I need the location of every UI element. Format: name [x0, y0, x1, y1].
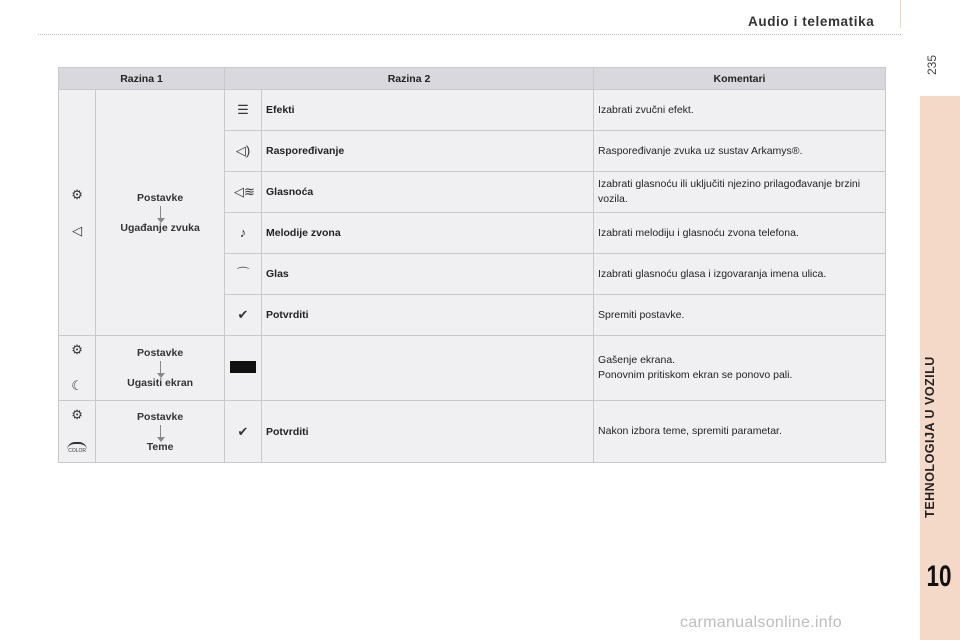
- arrow-down-icon: [160, 425, 161, 439]
- row-icon-cell: [225, 336, 262, 401]
- comment-text: [594, 336, 886, 401]
- row-icon-cell: [225, 295, 262, 336]
- group2-level1: [96, 336, 225, 401]
- group3-level1: [96, 401, 225, 463]
- level2-name: Potvrditi: [262, 401, 594, 463]
- table-row: [59, 401, 886, 463]
- chapter-number: 10: [926, 560, 952, 593]
- comment-text: Izabrati melodiju i glasnoću zvona telefona.: [594, 213, 886, 254]
- row-icon-cell: [225, 401, 262, 463]
- voice-icon: ⌒: [236, 266, 250, 281]
- level1-title: Postavke: [137, 191, 184, 204]
- level2-name: Raspoređivanje: [262, 131, 594, 172]
- header-accent: [900, 0, 901, 28]
- col-header-level1: Razina 1: [59, 68, 225, 90]
- settings-icon: ⚙: [71, 342, 83, 357]
- comment-line: Gašenje ekrana.: [598, 354, 676, 366]
- comment-text: Izabrati zvučni efekt.: [594, 90, 886, 131]
- sliders-icon: ☰: [237, 102, 249, 117]
- settings-icon: ⚙: [71, 406, 83, 422]
- comment-text: Spremiti postavke.: [594, 295, 886, 336]
- chapter-label: TEHNOLOGIJA U VOZILU: [923, 356, 937, 518]
- screen-off-icon: [230, 361, 256, 373]
- arrow-down-icon: [160, 361, 161, 375]
- level1-subtitle: Ugasiti ekran: [127, 377, 194, 389]
- level2-name: Glas: [262, 254, 594, 295]
- color-icon: COLOR: [67, 442, 87, 458]
- group2-icons: [59, 336, 96, 401]
- level1-subtitle: Teme: [146, 440, 174, 453]
- level1-title: Postavke: [137, 347, 184, 359]
- table-row: [59, 90, 886, 131]
- row-icon-cell: [225, 172, 262, 213]
- header-divider: [38, 34, 901, 35]
- volume-speed-icon: ◁≋: [234, 184, 255, 199]
- ringtone-icon: ♪: [239, 225, 247, 240]
- group3-icons: [59, 401, 96, 463]
- settings-icon: ⚙: [71, 186, 83, 202]
- comment-text: Izabrati glasnoću ili uključiti njezino prilagođavanje brzini vozila.: [594, 172, 886, 213]
- settings-table: [58, 67, 886, 463]
- row-icon-cell: [225, 213, 262, 254]
- table-row: [59, 336, 886, 401]
- page-header-title: Audio i telematika: [748, 14, 875, 29]
- level2-name: [262, 336, 594, 401]
- page-number: 235: [925, 54, 939, 76]
- level1-subtitle: Ugađanje zvuka: [120, 221, 200, 234]
- speaker-icon: ◁: [72, 222, 83, 238]
- col-header-comments: Komentari: [594, 68, 886, 90]
- comment-text: Izabrati glasnoću glasa i izgovaranja imena ulica.: [594, 254, 886, 295]
- moon-icon: ☾: [71, 378, 83, 393]
- row-icon-cell: [225, 131, 262, 172]
- row-icon-cell: [225, 254, 262, 295]
- row-icon-cell: [225, 90, 262, 131]
- group1-level1: [96, 90, 225, 336]
- check-icon: ✔: [237, 307, 249, 322]
- level1-title: Postavke: [137, 410, 184, 423]
- col-header-level2: Razina 2: [225, 68, 594, 90]
- check-icon: ✔: [237, 423, 249, 439]
- arrow-down-icon: [160, 206, 161, 220]
- level2-name: Efekti: [262, 90, 594, 131]
- group1-icons: [59, 90, 96, 336]
- comment-text: Nakon izbora teme, spremiti parametar.: [594, 401, 886, 463]
- watermark: carmanualsonline.info: [680, 614, 842, 631]
- level2-name: Melodije zvona: [262, 213, 594, 254]
- comment-text: Raspoređivanje zvuka uz sustav Arkamys®.: [594, 131, 886, 172]
- table-header-row: [59, 68, 886, 90]
- level2-name: Potvrditi: [262, 295, 594, 336]
- level2-name: Glasnoća: [262, 172, 594, 213]
- comment-line: Ponovnim pritiskom ekran se ponovo pali.: [598, 369, 793, 381]
- balance-icon: ◁): [235, 143, 251, 158]
